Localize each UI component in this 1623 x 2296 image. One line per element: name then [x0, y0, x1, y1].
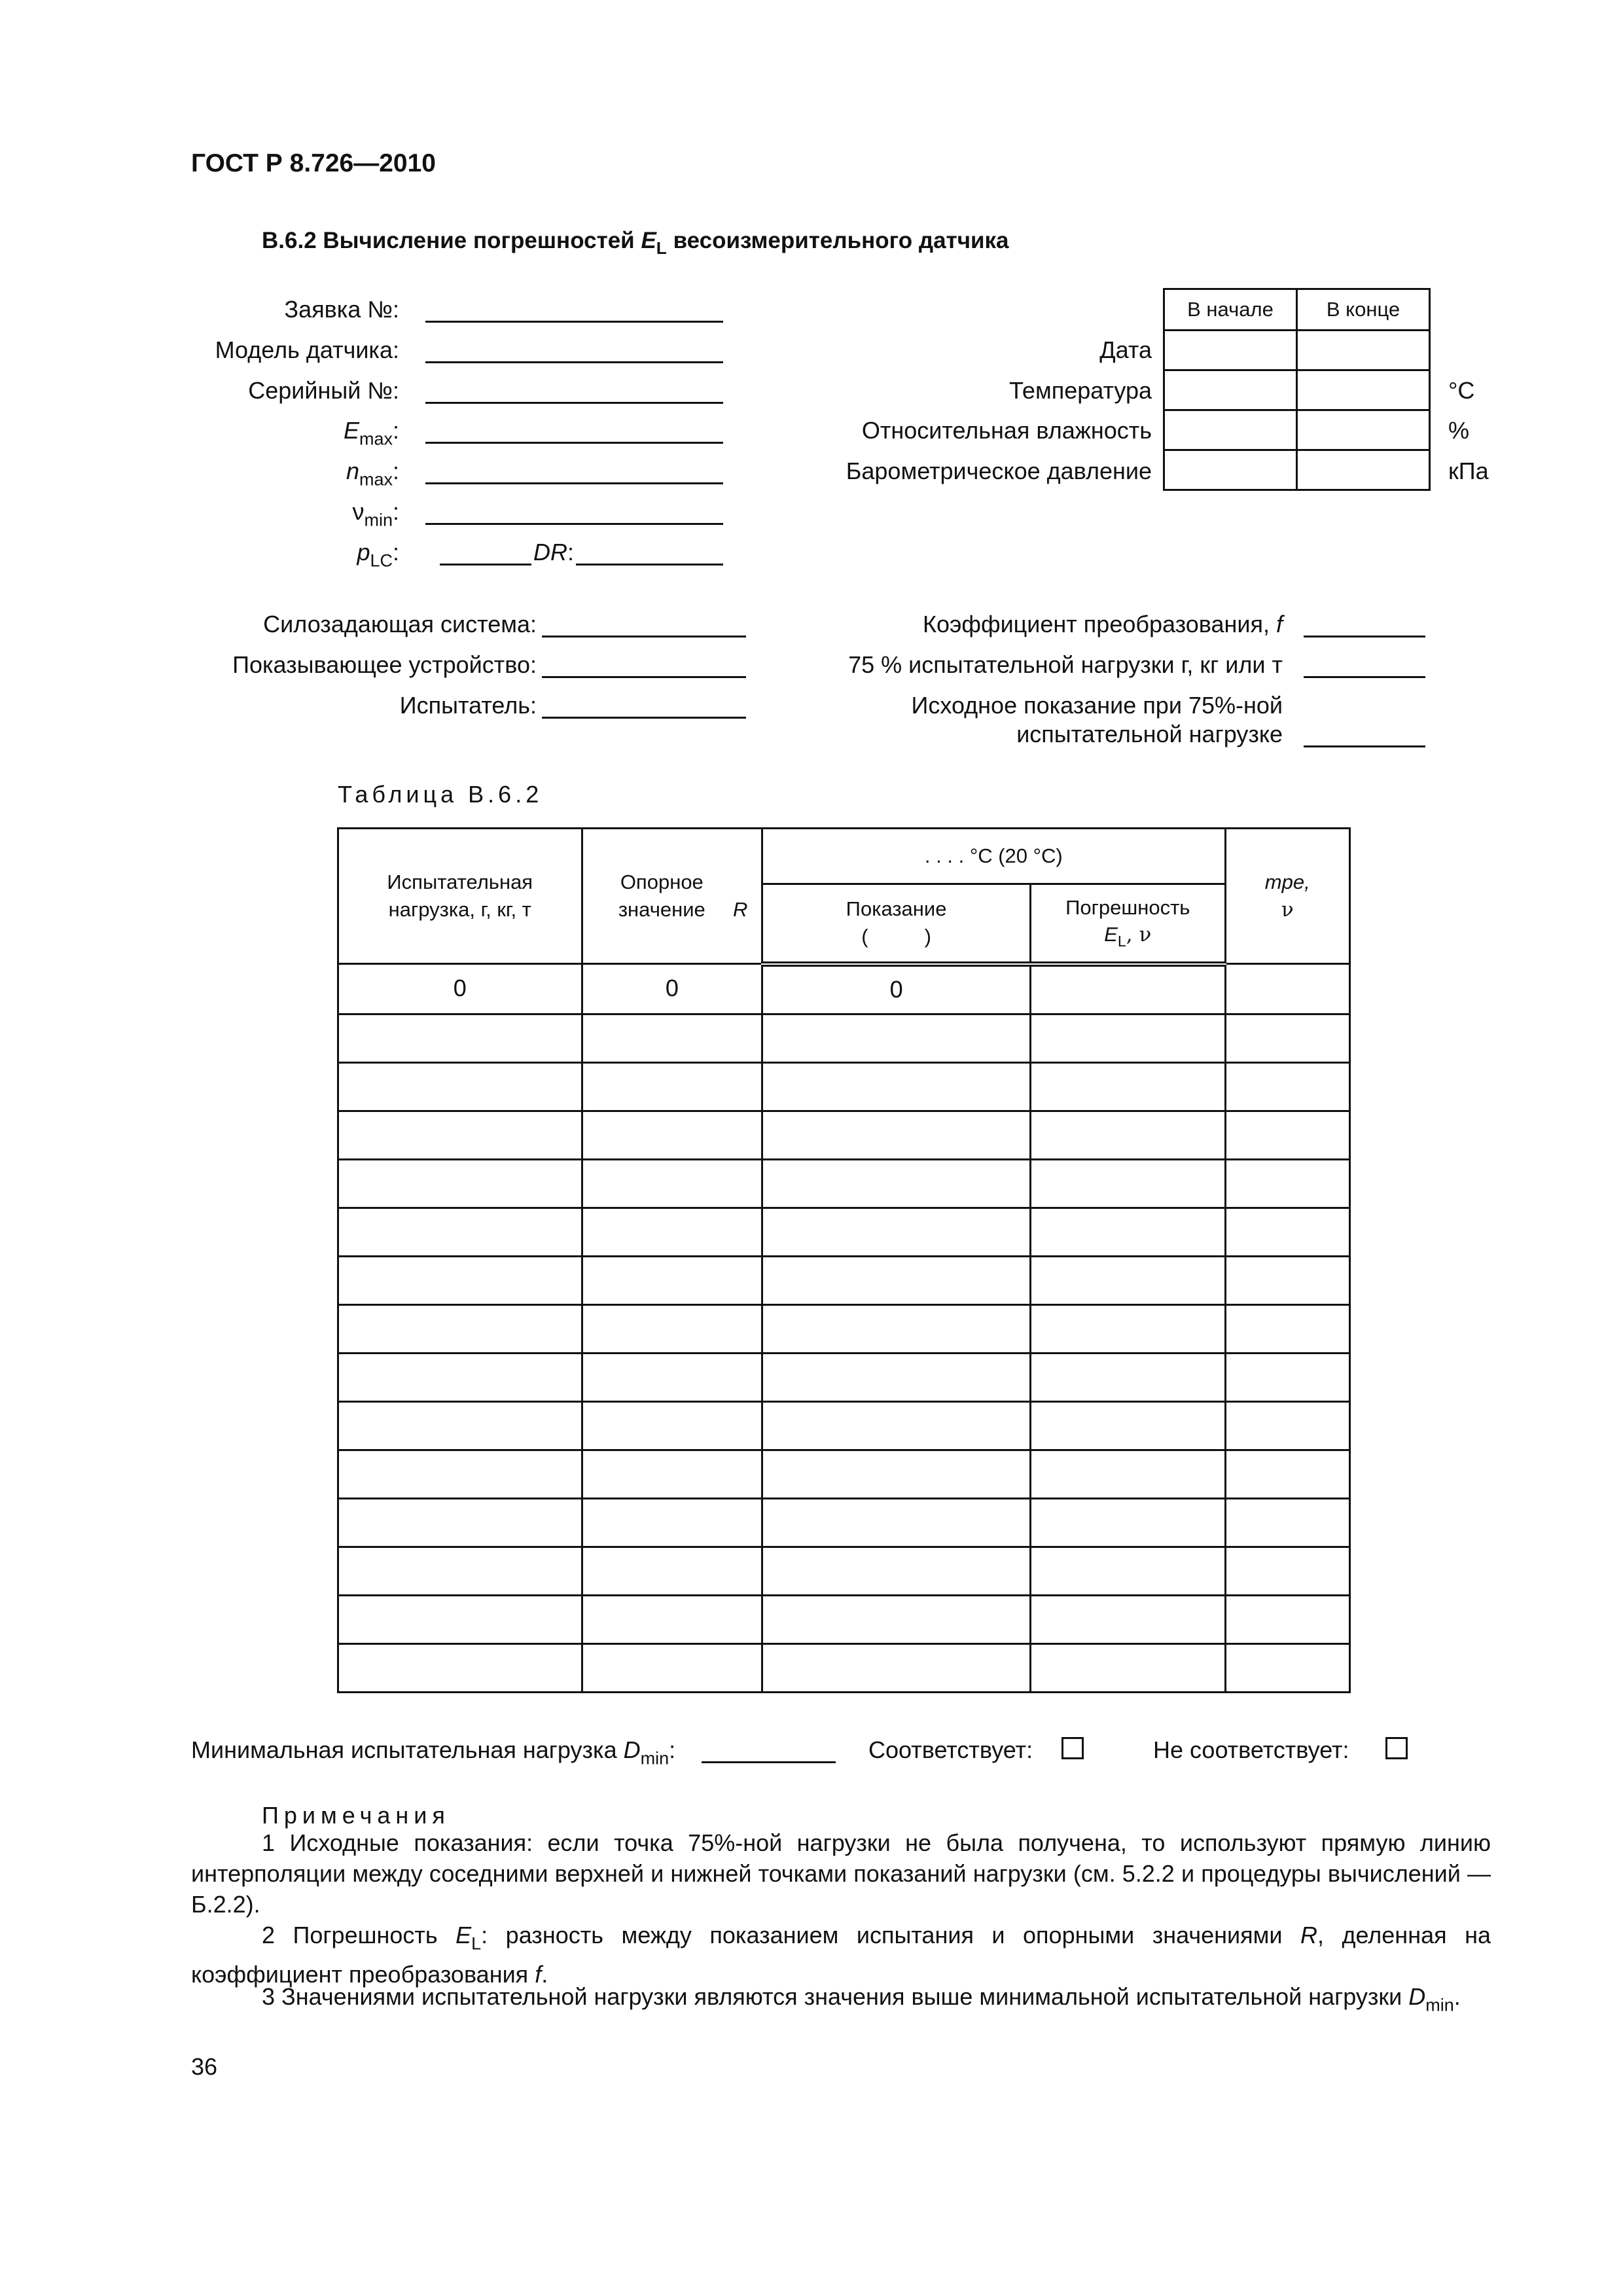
table-cell[interactable] — [762, 1547, 1031, 1595]
table-cell[interactable] — [1031, 1256, 1226, 1304]
min-load-sub: min — [640, 1748, 669, 1768]
table-cell[interactable] — [1225, 1111, 1349, 1159]
table-cell[interactable] — [582, 1643, 762, 1692]
min-load-colon: : — [669, 1736, 676, 1763]
dr-colon: : — [567, 539, 575, 565]
nmax-sub: max — [359, 469, 393, 490]
col-header-reading — [762, 884, 1031, 964]
table-cell[interactable] — [582, 1304, 762, 1353]
not-complies-checkbox[interactable] — [1385, 1737, 1408, 1759]
section-number: В.6.2 — [262, 228, 317, 253]
table-cell[interactable] — [1225, 1353, 1349, 1401]
table-cell[interactable] — [1031, 1353, 1226, 1401]
field-input-emax[interactable] — [425, 442, 723, 444]
results-table — [337, 827, 1351, 1693]
complies-label: Соответствует: — [868, 1736, 1033, 1763]
field-input-initial-reading[interactable] — [1304, 745, 1425, 747]
table-cell[interactable] — [582, 1353, 762, 1401]
condition-unit-pressure: кПа — [1448, 457, 1489, 484]
condition-cell[interactable] — [1164, 410, 1297, 450]
field-label-model: Модель датчика: — [215, 336, 399, 363]
note-3 — [191, 1981, 1491, 2020]
table-cell[interactable] — [1225, 1643, 1349, 1692]
table-cell[interactable] — [762, 1014, 1031, 1062]
field-label-emax — [164, 419, 399, 448]
field-label-initial-reading-2: испытательной нагрузке — [1016, 721, 1283, 747]
field-label-indicator: Показывающее устройство: — [232, 651, 537, 678]
col-header-load-text: Испытательная нагрузка, г, кг, т — [387, 870, 533, 921]
table-cell[interactable]: 0 — [338, 964, 582, 1014]
table-cell[interactable] — [762, 1159, 1031, 1208]
table-cell[interactable] — [762, 1353, 1031, 1401]
table-row — [338, 1401, 1350, 1450]
table-cell[interactable] — [1031, 1304, 1226, 1353]
table-cell[interactable] — [1225, 1062, 1349, 1111]
note-1: 1 Исходные показания: если точка 75%-ной нагрузки не была получена, то используют прямую линию интерполяции между соседними верхней и нижней точками показаний нагрузки (см. 5.2.2 и процедуры вычислений — Б.2.2). — [191, 1829, 1491, 1918]
table-row — [338, 1353, 1350, 1401]
note-2-R: R — [1300, 1922, 1317, 1948]
field-input-serial[interactable] — [425, 402, 723, 404]
condition-unit-humidity: % — [1448, 417, 1470, 444]
table-row — [338, 1256, 1350, 1304]
table-row — [338, 1208, 1350, 1256]
table-cell[interactable] — [1225, 964, 1349, 1014]
vmin-colon: : — [392, 498, 399, 525]
dr-symbol: DR — [533, 539, 567, 565]
coefficient-symbol: f — [1275, 611, 1283, 637]
table-cell[interactable] — [582, 1062, 762, 1111]
table-cell[interactable] — [338, 1159, 582, 1208]
col-header-error-symbol: E — [1104, 923, 1118, 946]
col-header-temperature-group: . . . . °C (20 °C) — [762, 829, 1225, 884]
table-cell[interactable] — [1031, 1159, 1226, 1208]
not-complies-label: Не соответствует: — [1153, 1736, 1349, 1763]
table-cell[interactable] — [582, 1450, 762, 1498]
table-cell[interactable] — [1031, 1111, 1226, 1159]
field-label-serial: Серийный №: — [248, 377, 399, 404]
min-load-symbol: D — [623, 1736, 641, 1763]
note-3-end: . — [1454, 1983, 1461, 2010]
emax-colon: : — [392, 417, 399, 444]
table-row — [338, 964, 1350, 1014]
conditions-col-end: В конце — [1297, 289, 1430, 331]
table-cell[interactable] — [582, 1401, 762, 1450]
min-load-label — [191, 1738, 675, 1767]
table-cell[interactable] — [582, 1014, 762, 1062]
table-cell[interactable] — [762, 1498, 1031, 1547]
condition-cell[interactable] — [1297, 410, 1430, 450]
field-input-force-system[interactable] — [542, 636, 746, 637]
condition-cell[interactable] — [1164, 370, 1297, 410]
field-label-force-system: Силозадающая система: — [263, 611, 537, 637]
note-2-end: . — [541, 1961, 548, 1988]
plc-symbol: p — [357, 539, 370, 565]
complies-checkbox[interactable] — [1061, 1737, 1084, 1759]
vmin-symbol: ν — [352, 498, 365, 525]
table-cell[interactable] — [1031, 1401, 1226, 1450]
condition-cell[interactable] — [1297, 370, 1430, 410]
coefficient-label-text: Коэффициент преобразования, — [922, 611, 1270, 637]
table-row — [338, 1304, 1350, 1353]
field-input-nmax[interactable] — [425, 482, 723, 484]
conditions-table — [1163, 288, 1431, 491]
plc-colon: : — [392, 539, 399, 565]
note-2-symbol: E — [455, 1922, 472, 1948]
table-cell[interactable] — [1031, 1643, 1226, 1692]
col-header-mpe — [1225, 829, 1349, 964]
page-number: 36 — [191, 2053, 218, 2080]
table-cell[interactable] — [762, 1208, 1031, 1256]
vmin-sub: min — [364, 510, 393, 530]
table-cell[interactable] — [338, 1256, 582, 1304]
condition-label-humidity: Относительная влажность — [861, 417, 1152, 444]
table-cell[interactable] — [762, 1401, 1031, 1450]
table-cell[interactable] — [338, 1401, 582, 1450]
field-input-75-load[interactable] — [1304, 676, 1425, 678]
condition-unit-temperature: °C — [1448, 377, 1475, 404]
table-cell[interactable] — [1031, 1014, 1226, 1062]
section-title — [262, 228, 1009, 259]
table-cell[interactable]: 0 — [582, 964, 762, 1014]
note-3-sub: min — [1425, 1995, 1454, 2015]
field-input-min-load[interactable] — [702, 1761, 836, 1763]
table-cell[interactable] — [762, 1450, 1031, 1498]
table-row — [338, 1450, 1350, 1498]
col-header-mpe-unit: ν — [1281, 897, 1294, 922]
table-cell[interactable] — [338, 1208, 582, 1256]
table-cell[interactable] — [338, 1304, 582, 1353]
field-input-application[interactable] — [425, 321, 723, 323]
table-cell[interactable] — [762, 1256, 1031, 1304]
table-row — [338, 1643, 1350, 1692]
table-cell[interactable] — [338, 1643, 582, 1692]
table-cell[interactable] — [582, 1498, 762, 1547]
field-input-plc[interactable] — [440, 564, 531, 565]
table-cell[interactable] — [1031, 1062, 1226, 1111]
condition-cell[interactable] — [1164, 331, 1297, 370]
col-header-reference-symbol: R — [732, 898, 748, 921]
emax-sub: max — [359, 429, 393, 449]
field-input-tester[interactable] — [542, 717, 746, 719]
section-symbol: E — [641, 228, 656, 253]
emax-symbol: E — [343, 417, 359, 444]
col-header-reading-text: Показание — [846, 897, 947, 921]
table-row — [338, 1595, 1350, 1643]
col-header-mpe-text: mpe, — [1264, 870, 1310, 893]
col-header-error-text: Погрешность — [1065, 895, 1190, 919]
table-cell[interactable] — [1225, 1595, 1349, 1643]
table-cell[interactable] — [338, 1498, 582, 1547]
condition-label-temperature: Температура — [1008, 377, 1152, 404]
plc-sub: LC — [370, 550, 393, 571]
condition-cell[interactable] — [1297, 450, 1430, 490]
table-cell[interactable] — [1225, 1450, 1349, 1498]
table-cell[interactable] — [1031, 964, 1226, 1014]
table-cell[interactable] — [1031, 1595, 1226, 1643]
document-header: ГОСТ Р 8.726—2010 — [191, 149, 436, 177]
table-cell[interactable] — [1031, 1547, 1226, 1595]
table-row — [338, 1547, 1350, 1595]
col-header-load — [338, 829, 582, 964]
col-header-reference-text: Опорное значение — [618, 870, 705, 921]
field-input-coefficient[interactable] — [1304, 636, 1425, 637]
table-cell[interactable] — [338, 1595, 582, 1643]
note-3-symbol: D — [1408, 1983, 1426, 2010]
table-row — [338, 1014, 1350, 1062]
nmax-symbol: n — [346, 457, 359, 484]
table-cell[interactable] — [1031, 1450, 1226, 1498]
field-label-vmin — [164, 500, 399, 529]
table-cell[interactable] — [762, 1062, 1031, 1111]
col-header-error-unit: , ν — [1126, 923, 1152, 947]
field-input-model[interactable] — [425, 361, 723, 363]
table-cell[interactable] — [1225, 1498, 1349, 1547]
note-2-f: f — [535, 1961, 542, 1988]
table-cell[interactable] — [582, 1111, 762, 1159]
field-input-vmin[interactable] — [425, 523, 723, 525]
condition-label-pressure: Барометрическое давление — [846, 457, 1152, 484]
min-load-text: Минимальная испытательная нагрузка — [191, 1736, 617, 1763]
conditions-col-start: В начале — [1164, 289, 1297, 331]
table-cell[interactable] — [338, 1450, 582, 1498]
table-cell[interactable] — [1031, 1498, 1226, 1547]
col-header-reading-paren: ( ) — [861, 925, 931, 948]
table-cell[interactable]: 0 — [762, 964, 1031, 1014]
note-3-text: 3 Значениями испытательной нагрузки являются значения выше минимальной испытательной нагрузки — [262, 1983, 1402, 2010]
note-2-a: 2 Погрешность — [262, 1922, 438, 1948]
field-label-application: Заявка №: — [284, 296, 399, 323]
table-cell[interactable] — [1225, 1547, 1349, 1595]
table-cell[interactable] — [582, 1159, 762, 1208]
field-label-initial-reading-1: Исходное показание при 75%-ной — [911, 692, 1283, 719]
table-cell[interactable] — [1225, 1401, 1349, 1450]
col-header-error-sub: L — [1117, 933, 1126, 950]
table-cell[interactable] — [582, 1547, 762, 1595]
table-cell[interactable] — [762, 1595, 1031, 1643]
condition-cell[interactable] — [1164, 450, 1297, 490]
section-symbol-sub: L — [656, 238, 667, 259]
field-input-indicator[interactable] — [542, 676, 746, 678]
table-cell[interactable] — [582, 1256, 762, 1304]
field-input-dr[interactable] — [576, 564, 723, 565]
table-cell[interactable] — [338, 1353, 582, 1401]
table-row — [338, 1111, 1350, 1159]
table-cell[interactable] — [1225, 1014, 1349, 1062]
note-2-b: : разность между показанием испытания и опорными значениями — [481, 1922, 1283, 1948]
table-cell[interactable] — [1225, 1159, 1349, 1208]
table-row — [338, 1062, 1350, 1111]
table-cell[interactable] — [1225, 1304, 1349, 1353]
field-label-plc — [164, 541, 399, 569]
table-cell[interactable] — [762, 1304, 1031, 1353]
nmax-colon: : — [392, 457, 399, 484]
table-row — [338, 1498, 1350, 1547]
table-caption: Таблица В.6.2 — [338, 781, 543, 808]
section-title-rest: весоизмерительного датчика — [673, 228, 1009, 253]
table-row — [338, 1159, 1350, 1208]
field-label-nmax — [164, 459, 399, 488]
table-cell[interactable] — [1225, 1208, 1349, 1256]
table-cell[interactable] — [582, 1595, 762, 1643]
field-label-dr — [533, 541, 574, 564]
table-cell[interactable] — [338, 1014, 582, 1062]
table-cell[interactable] — [582, 1208, 762, 1256]
table-cell[interactable] — [762, 1111, 1031, 1159]
table-cell[interactable] — [762, 1643, 1031, 1692]
field-label-75-load: 75 % испытательной нагрузки г, кг или т — [848, 651, 1283, 678]
field-label-tester: Испытатель: — [399, 692, 537, 719]
note-2-c: , деленная на коэффициент преобразования — [191, 1922, 1491, 1988]
condition-cell[interactable] — [1297, 331, 1430, 370]
table-cell[interactable] — [338, 1547, 582, 1595]
table-cell[interactable] — [1225, 1256, 1349, 1304]
col-header-error — [1031, 884, 1226, 964]
notes-title: Примечания — [262, 1802, 450, 1829]
condition-label-date: Дата — [1099, 336, 1152, 363]
field-label-coefficient — [785, 613, 1283, 636]
col-header-reference — [582, 829, 762, 964]
note-2-sub: L — [471, 1933, 482, 1954]
note-2 — [191, 1920, 1491, 1990]
table-cell[interactable] — [338, 1111, 582, 1159]
table-cell[interactable] — [1031, 1208, 1226, 1256]
section-title-text: Вычисление погрешностей — [323, 228, 635, 253]
table-cell[interactable] — [338, 1062, 582, 1111]
